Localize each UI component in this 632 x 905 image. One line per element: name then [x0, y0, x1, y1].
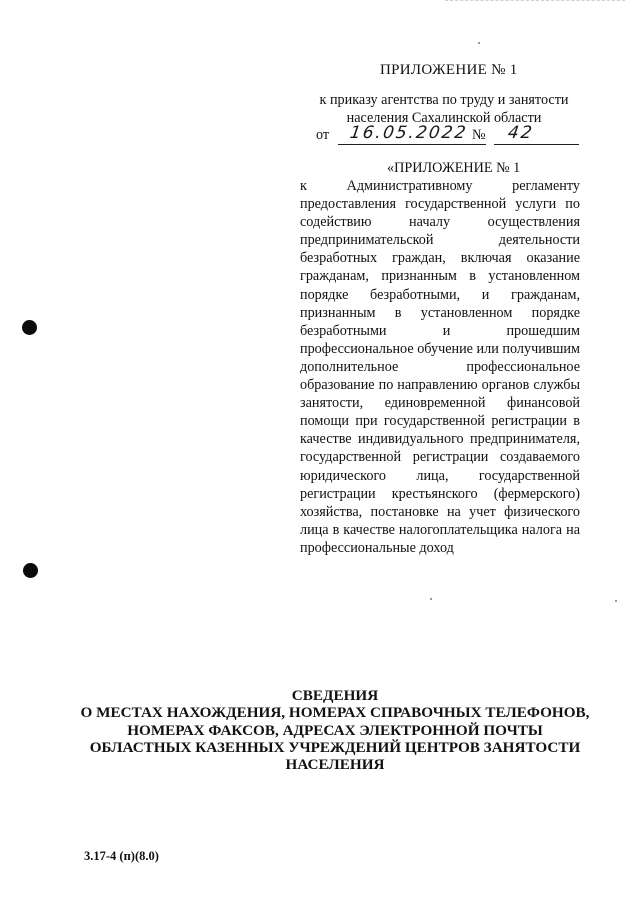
scan-edge-mark — [445, 0, 625, 4]
document-heading — [80, 687, 590, 773]
document-code: 3.17-4 (п)(8.0) — [84, 849, 159, 863]
regulation-appendix-title: «ПРИЛОЖЕНИЕ № 1 — [387, 160, 521, 176]
scan-speck — [430, 598, 432, 600]
punch-hole-mark — [22, 320, 37, 335]
scan-speck — [478, 42, 480, 44]
appendix-title: ПРИЛОЖЕНИЕ № 1 — [380, 62, 518, 78]
regulation-reference-text: к Административному регламенту предоставления государственной услуги по содействию началу осуществления предпринимательской деятельности безработных граждан, включая оказание гражданам, признанным в установленном порядке безработными, и гражданам, признанным в установленном порядке безработными и прошедшим профессиональное обучение или получившим дополнительное профессиональное образование по направлению органов службы занятости, единовременной финансовой помощи при государственной регистрации в качестве индивидуального предпринимателя, государственной регистрации создаваемого юридического лица, государственной регистрации крестьянского (фермерского) хозяйства, постановке на учет физического лица в качестве налогоплательщика налога на профессиональные доход — [300, 178, 580, 556]
scan-speck — [615, 600, 617, 602]
handwritten-number: 42 — [506, 123, 536, 143]
number-underline — [494, 144, 579, 145]
punch-hole-mark — [23, 563, 38, 578]
date-prefix: от — [316, 127, 330, 143]
number-sign: № — [472, 127, 486, 143]
heading-title: СВЕДЕНИЯ — [291, 687, 379, 704]
order-date-number-line — [316, 123, 578, 147]
heading-subtitle: О МЕСТАХ НАХОЖДЕНИЯ, НОМЕРАХ СПРАВОЧНЫХ ТЕЛЕФОНОВ, НОМЕРАХ ФАКСОВ, АДРЕСАХ ЭЛЕКТРОННОЙ ПОЧТЫ ОБЛАСТНЫХ КАЗЕННЫХ УЧРЕЖДЕНИЙ ЦЕНТРОВ ЗАНЯТОСТИ НАСЕЛЕНИЯ — [80, 704, 590, 774]
order-reference: к приказу агентства по труду и занятости населения Сахалинской области — [319, 92, 569, 126]
date-underline — [338, 144, 486, 145]
handwritten-date: 16.05.2022 — [348, 123, 469, 143]
